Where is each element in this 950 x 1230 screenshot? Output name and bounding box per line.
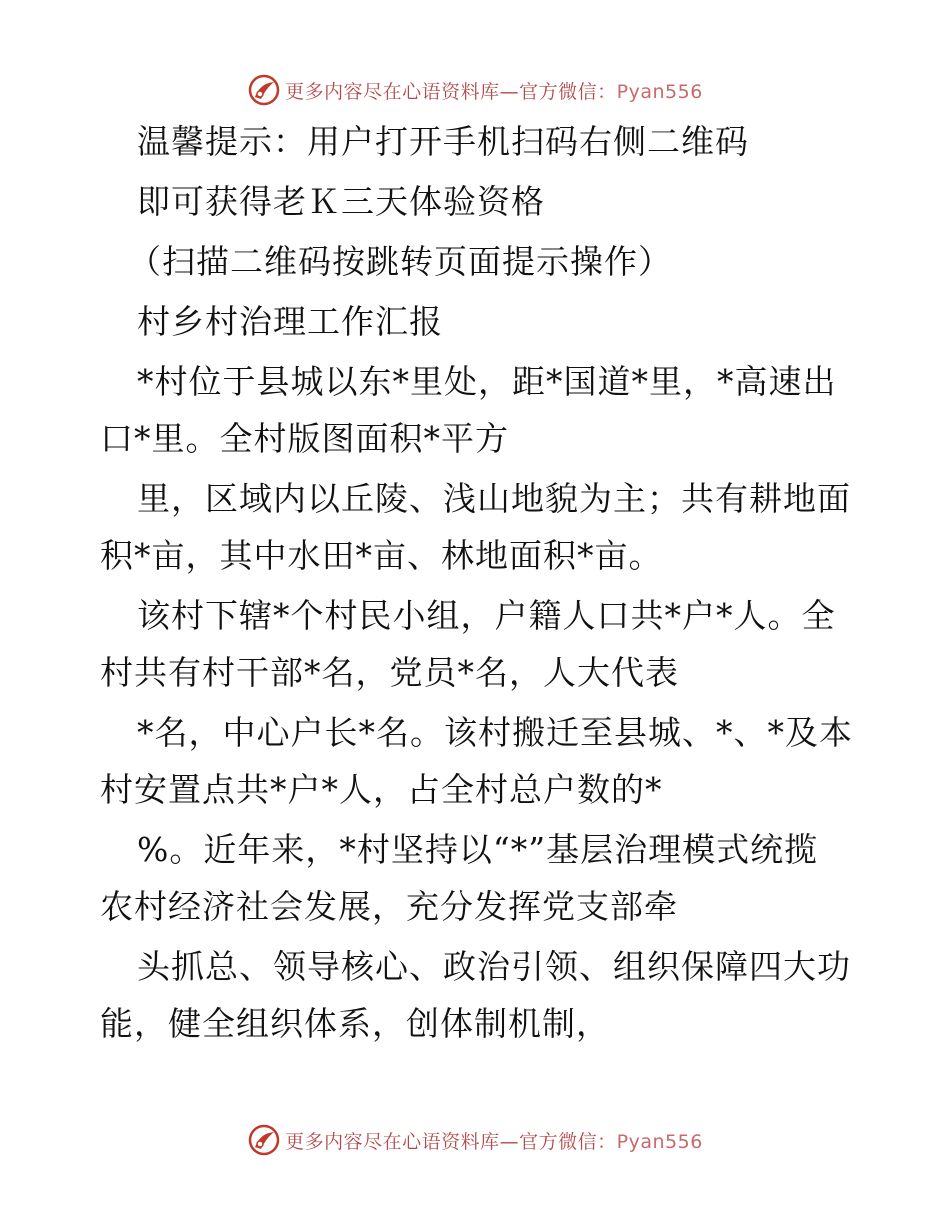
watermark-text: 更多内容尽在心语资料库—官方微信：Pyan556 bbox=[285, 80, 703, 103]
watermark-wechat-id: Pyan556 bbox=[616, 80, 703, 103]
watermark-text: 更多内容尽在心语资料库—官方微信：Pyan556 bbox=[285, 1130, 703, 1153]
body-line: （扫描二维码按跳转页面提示操作） bbox=[128, 242, 672, 281]
seal-logo-icon bbox=[247, 1123, 281, 1157]
body-line: 农村经济社会发展，充分发挥党支部牵 bbox=[100, 887, 678, 926]
body-line: 能，健全组织体系，创体制机制， bbox=[100, 1004, 610, 1043]
seal-logo-icon bbox=[247, 73, 281, 107]
footer-watermark bbox=[0, 1122, 950, 1158]
body-line: 温馨提示：用户打开手机扫码右侧二维码 bbox=[137, 122, 749, 161]
body-line: 即可获得老Ｋ三天体验资格 bbox=[137, 182, 545, 221]
body-line: 村安置点共*户*人，占全村总户数的* bbox=[100, 770, 663, 809]
body-line: 里，区域内以丘陵、浅山地貌为主；共有耕地面 bbox=[137, 479, 851, 518]
body-line: 头抓总、领导核心、政治引领、组织保障四大功 bbox=[137, 947, 851, 986]
body-line: 积*亩，其中水田*亩、林地面积*亩。 bbox=[100, 536, 663, 575]
body-line: 该村下辖*个村民小组，户籍人口共*户*人。全 bbox=[137, 596, 836, 635]
body-line: %。近年来，*村坚持以“*”基层治理模式统揽 bbox=[137, 830, 819, 869]
document-title: 村乡村治理工作汇报 bbox=[137, 302, 443, 341]
header-watermark bbox=[0, 72, 950, 108]
body-line: *名，中心户长*名。该村搬迁至县城、*、*及本 bbox=[137, 713, 853, 752]
watermark-wechat-id: Pyan556 bbox=[616, 1130, 703, 1153]
body-line: 口*里。全村版图面积*平方 bbox=[100, 419, 509, 458]
body-line: *村位于县城以东*里处，距*国道*里，*高速出 bbox=[137, 362, 837, 401]
body-line: 村共有村干部*名，党员*名，人大代表 bbox=[100, 653, 679, 692]
